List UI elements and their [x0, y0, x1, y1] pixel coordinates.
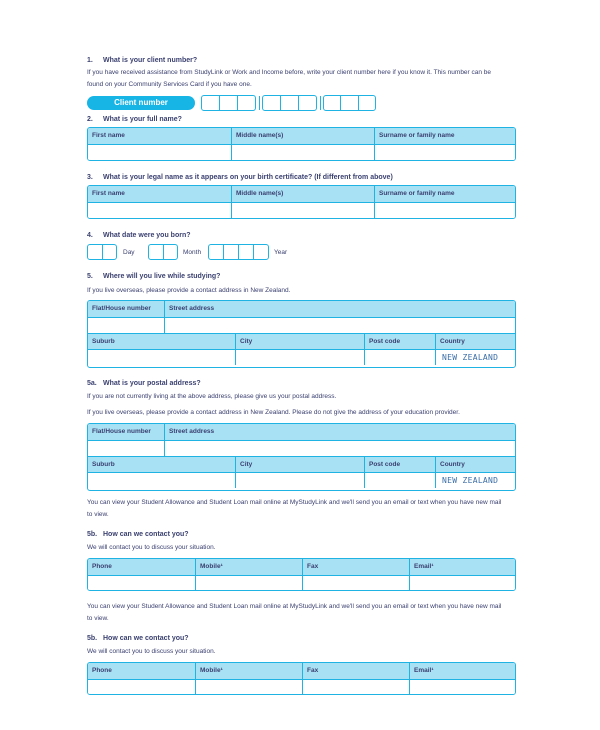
question-number: 1. — [87, 57, 93, 64]
month-label: Month — [183, 249, 202, 256]
digit-box[interactable] — [324, 96, 340, 110]
email-input[interactable] — [409, 680, 515, 695]
question-2-heading — [87, 116, 182, 123]
phone-header: Phone — [92, 563, 112, 570]
digit-box[interactable] — [358, 96, 375, 110]
suburb-header: Suburb — [92, 338, 115, 345]
street-address-header: Street address — [164, 424, 515, 440]
mobile-input[interactable] — [195, 576, 302, 591]
fax-header: Fax — [302, 559, 409, 575]
q5a-help-1: If you are not currently living at the above address, please give us your postal address. — [87, 393, 337, 400]
question-title: Where will you live while studying? — [103, 273, 221, 280]
postal-post-code-input[interactable] — [364, 473, 435, 488]
day-input[interactable] — [87, 244, 117, 260]
digit-box[interactable] — [253, 245, 268, 259]
legal-name-table — [87, 185, 516, 219]
digit-box[interactable] — [223, 245, 238, 259]
separator — [259, 96, 260, 110]
suburb-input[interactable] — [88, 350, 235, 365]
mystudylink-note-line1: You can view your Student Allowance and Student Loan mail online at MyStudyLink and we'll send you an email or text when you have new mail — [87, 603, 502, 610]
question-5a-heading — [87, 380, 201, 387]
country-value[interactable]: NEW ZEALAND — [435, 350, 515, 365]
flat-number-input[interactable] — [88, 318, 164, 333]
phone-input[interactable] — [88, 680, 195, 695]
question-4-heading — [87, 232, 191, 239]
postal-city-input[interactable] — [235, 473, 364, 488]
email-header: Email¹ — [409, 559, 515, 575]
year-label: Year — [274, 249, 288, 256]
full-name-table — [87, 127, 516, 161]
mobile-header: Mobile¹ — [195, 559, 302, 575]
email-header: Email¹ — [409, 663, 515, 679]
post-code-header: Post code — [364, 457, 435, 472]
street-address-input[interactable] — [164, 318, 515, 333]
residential-address-table — [87, 300, 516, 368]
digit-box[interactable] — [209, 245, 223, 259]
question-title: What is your legal name as it appears on your birth certificate? (If different from above) — [103, 174, 393, 181]
fax-header: Fax — [302, 663, 409, 679]
mystudylink-note-line2: to view. — [87, 615, 109, 622]
digit-box[interactable] — [202, 96, 219, 110]
question-number: 3. — [87, 174, 93, 181]
city-header: City — [235, 457, 364, 472]
q5-help: If you live overseas, please provide a contact address in New Zealand. — [87, 287, 291, 294]
suburb-header: Suburb — [92, 461, 115, 468]
question-number: 5b. — [87, 531, 98, 538]
middle-name-header: Middle name(s) — [231, 186, 374, 202]
q5b-help: We will contact you to discuss your situation. — [87, 544, 216, 551]
question-1-heading — [87, 57, 197, 64]
digit-box[interactable] — [298, 96, 316, 110]
digit-box[interactable] — [280, 96, 298, 110]
postal-address-table — [87, 423, 516, 491]
digit-box[interactable] — [263, 96, 280, 110]
question-number: 5a. — [87, 380, 97, 387]
post-code-input[interactable] — [364, 350, 435, 365]
month-input[interactable] — [148, 244, 178, 260]
question-number: 5. — [87, 273, 93, 280]
street-address-header: Street address — [164, 301, 515, 317]
digit-box[interactable] — [219, 96, 237, 110]
legal-first-name-input[interactable] — [88, 203, 231, 218]
mystudylink-note-line2: to view. — [87, 511, 109, 518]
postal-country-value[interactable]: NEW ZEALAND — [435, 473, 515, 488]
digit-box[interactable] — [88, 245, 102, 259]
question-number: 2. — [87, 116, 93, 123]
mobile-input[interactable] — [195, 680, 302, 695]
question-title: What date were you born? — [103, 232, 191, 239]
digit-box[interactable] — [237, 96, 255, 110]
digit-box[interactable] — [102, 245, 117, 259]
postal-flat-number-input[interactable] — [88, 441, 164, 456]
digit-box[interactable] — [340, 96, 357, 110]
surname-header: Surname or family name — [374, 128, 515, 144]
city-header: City — [235, 334, 364, 349]
first-name-header: First name — [92, 132, 125, 139]
mystudylink-note-line1: You can view your Student Allowance and Student Loan mail online at MyStudyLink and we'll send you an email or text when you have new mail — [87, 499, 502, 506]
email-input[interactable] — [409, 576, 515, 591]
client-number-group-3[interactable] — [323, 95, 376, 111]
flat-number-header: Flat/House number — [92, 428, 151, 435]
q1-help-line2: found on your Community Services Card if you have one. — [87, 81, 252, 88]
digit-box[interactable] — [149, 245, 163, 259]
digit-box[interactable] — [238, 245, 253, 259]
separator — [320, 96, 321, 110]
city-input[interactable] — [235, 350, 364, 365]
client-number-group-2[interactable] — [262, 95, 317, 111]
q5a-help-2: If you live overseas, please provide a contact address in New Zealand. Please do not give the address of your education provider. — [87, 409, 460, 416]
question-title: How can we contact you? — [103, 635, 189, 642]
phone-header: Phone — [92, 667, 112, 674]
q5b-help: We will contact you to discuss your situation. — [87, 648, 216, 655]
flat-number-header: Flat/House number — [92, 305, 151, 312]
middle-name-header: Middle name(s) — [231, 128, 374, 144]
first-name-input[interactable] — [88, 145, 231, 160]
q1-help-line1: If you have received assistance from StudyLink or Work and Income before, write your client number here if you know it. This number can be — [87, 69, 492, 76]
question-number: 4. — [87, 232, 93, 239]
mobile-header: Mobile¹ — [195, 663, 302, 679]
middle-name-input[interactable] — [231, 145, 374, 160]
surname-header: Surname or family name — [374, 186, 515, 202]
legal-surname-input[interactable] — [374, 203, 515, 218]
legal-middle-name-input[interactable] — [231, 203, 374, 218]
postal-suburb-input[interactable] — [88, 473, 235, 488]
question-5b-heading — [87, 635, 189, 642]
fax-input[interactable] — [302, 680, 409, 695]
digit-box[interactable] — [163, 245, 178, 259]
contact-table — [87, 558, 516, 591]
country-header: Country — [435, 334, 515, 349]
phone-input[interactable] — [88, 576, 195, 591]
client-number-label: Client number — [87, 96, 195, 110]
question-5-heading — [87, 273, 220, 280]
question-title: What is your client number? — [103, 57, 198, 64]
question-title: What is your postal address? — [103, 380, 201, 387]
day-label: Day — [123, 249, 135, 256]
question-3-heading — [87, 174, 393, 181]
postal-street-address-input[interactable] — [164, 441, 515, 456]
client-number-group-1[interactable] — [201, 95, 256, 111]
contact-table — [87, 662, 516, 695]
question-5b-heading — [87, 531, 189, 538]
country-header: Country — [435, 457, 515, 472]
post-code-header: Post code — [364, 334, 435, 349]
question-title: How can we contact you? — [103, 531, 189, 538]
surname-input[interactable] — [374, 145, 515, 160]
fax-input[interactable] — [302, 576, 409, 591]
question-number: 5b. — [87, 635, 98, 642]
year-input[interactable] — [208, 244, 269, 260]
question-title: What is your full name? — [103, 116, 182, 123]
first-name-header: First name — [92, 190, 125, 197]
